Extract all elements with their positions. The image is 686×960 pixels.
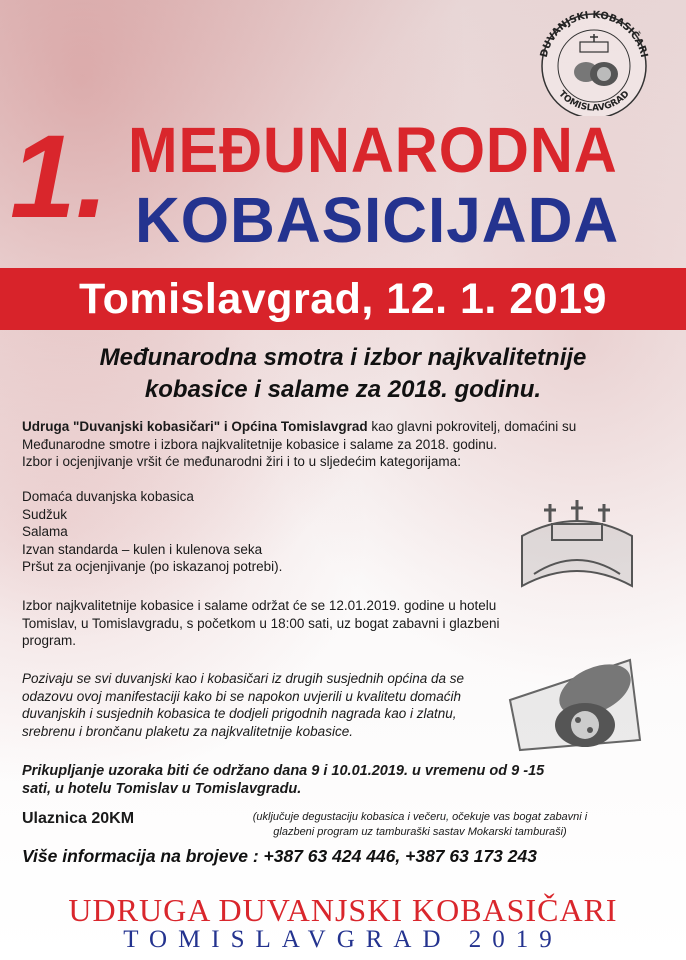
intro-line-2: Međunarodne smotre i izbora najkvalitetnije kobasice i salame za 2018. godinu. <box>22 436 498 452</box>
collection-line-1: Prikupljanje uzoraka biti će održano dana 9 i 10.01.2019. u vremenu od 9 -15 <box>22 763 545 779</box>
title-line-2: KOBASICIJADA <box>135 184 620 256</box>
category-item: Sudžuk <box>22 506 68 522</box>
invitation-paragraph <box>22 670 662 740</box>
category-list <box>22 488 662 576</box>
title-line-1: MEĐUNARODNA <box>128 114 618 186</box>
invitation-line-2: odazovu ovoj manifestaciji kako bi se napokon uvjerili u kvalitetu domaćih <box>22 688 461 704</box>
association-logo <box>528 8 660 116</box>
category-item: Domaća duvanjska kobasica <box>22 489 194 504</box>
collection-line-2: sati, u hotelu Tomislav u Tomislavgradu. <box>22 781 302 797</box>
invitation-line-1: Pozivaju se svi duvanjski kao i kobasičari iz drugih susjednih općina da se <box>22 671 464 686</box>
footer-association: UDRUGA DUVANJSKI KOBASIČARI <box>68 892 618 928</box>
intro-bold: Udruga "Duvanjski kobasičari" i Općina Tomislavgrad <box>22 419 368 434</box>
invitation-line-3: duvanjskih i susjednih kobasica te dodjeli prigodnih nagrada kao i zlatnu, <box>22 706 457 721</box>
ticket-label: Ulaznica 20KM <box>22 810 135 827</box>
ticket-note-line-1: (uključuje degustaciju kobasica i večeru, očekuje vas bogat zabavni i <box>252 811 588 823</box>
collection-paragraph <box>22 762 662 798</box>
edition-number: 1. <box>10 111 109 243</box>
event-paragraph <box>22 597 662 650</box>
seal-icon <box>528 8 660 116</box>
event-line-1: Izbor najkvalitetnije kobasice i salame održat će se 12.01.2019. godine u hotelu <box>22 598 497 613</box>
ticket-note-line-2: glazbeni program uz tamburaški sastav Mokarski tamburaši) <box>273 826 567 838</box>
logo-bottom-text: TOMISLAVGRAD <box>556 89 632 114</box>
intro-line-3: Izbor i ocjenjivanje vršit će međunarodni žiri i to u sljedećim kategorijama: <box>22 454 461 469</box>
category-item: Salama <box>22 524 68 539</box>
category-item: Izvan standarda – kulen i kulenova seka <box>22 541 263 557</box>
date-banner-text: Tomislavgrad, 12. 1. 2019 <box>79 274 607 323</box>
subtitle-line-1: Međunarodna smotra i izbor najkvalitetnije <box>99 344 587 371</box>
invitation-line-4: srebrenu i brončanu plaketu za najkvalitetnije kobasice. <box>22 723 353 739</box>
logo-top-text: DUVANJSKI KOBASIČARI <box>538 9 650 59</box>
contact-phones: Više informacija na brojeve : +387 63 424 446, +387 63 173 243 <box>22 846 537 866</box>
subtitle-line-2: kobasice i salame za 2018. godinu. <box>144 376 542 403</box>
event-line-2: Tomislav, u Tomislavgradu, s početkom u 18:00 sati, uz bogat zabavni i glazbeni <box>22 615 500 631</box>
event-line-3: program. <box>22 633 77 648</box>
date-banner <box>0 268 686 330</box>
intro-rest: kao glavni pokrovitelj, domaćini su <box>367 419 577 434</box>
ticket-note <box>180 810 660 840</box>
footer-city-year: TOMISLAVGRAD 2019 <box>123 926 563 953</box>
category-item: Pršut za ocjenjivanje (po iskazanoj potrebi). <box>22 559 283 574</box>
intro-paragraph <box>22 418 662 471</box>
ticket-info <box>22 810 134 828</box>
